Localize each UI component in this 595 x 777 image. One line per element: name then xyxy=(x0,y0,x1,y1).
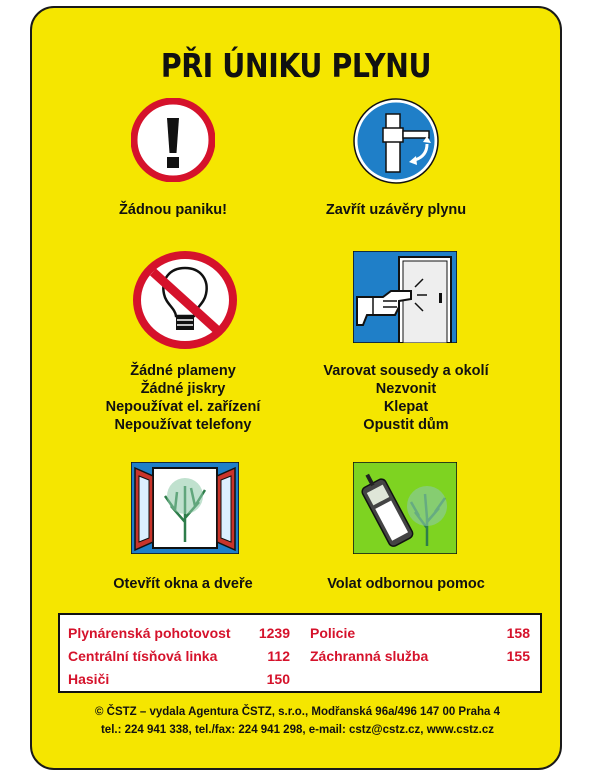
contact-number: 1239 xyxy=(258,625,290,641)
instruction-caption-6: Volat odbornou pomoc xyxy=(327,576,485,592)
contact-name: Hasiči xyxy=(68,671,110,687)
contact-number: 150 xyxy=(266,671,290,687)
mobile-phone-icon xyxy=(353,462,457,554)
knock-on-door-icon xyxy=(353,251,457,343)
contact-number: 155 xyxy=(506,648,530,664)
gas-valve-icon xyxy=(353,98,439,184)
open-window-icon xyxy=(131,462,239,554)
instruction-caption-5: Otevřít okna a dveře xyxy=(113,576,253,592)
contact-info: tel.: 224 941 338, tel./fax: 224 941 298, e-mail: cstz@cstz.cz, www.cstz.cz xyxy=(100,724,495,736)
instruction-caption-4: Varovat sousedy a okolí Nezvonit Klepat Opustit dům xyxy=(323,363,489,433)
contact-name: Záchranná služba xyxy=(310,648,429,664)
instruction-caption-3: Žádné plameny Žádné jiskry Nepoužívat el. zařízení Nepoužívat telefony xyxy=(105,363,261,433)
page-title: PŘI ÚNIKU PLYNU xyxy=(160,46,432,85)
contact-name: Plynárenská pohotovost xyxy=(68,625,231,641)
contact-number: 112 xyxy=(267,648,290,664)
publisher-info: © ČSTZ – vydala Agentura ČSTZ, s.r.o., Modřanská 96a/496 147 00 Praha 4 xyxy=(95,706,500,718)
contact-number: 158 xyxy=(506,625,530,641)
contact-name: Centrální tísňová linka xyxy=(68,648,218,664)
no-light-bulb-icon xyxy=(131,250,239,350)
exclamation-icon xyxy=(131,98,215,182)
instruction-caption-1: Žádnou paniku! xyxy=(119,202,227,218)
instruction-caption-2: Zavřít uzávěry plynu xyxy=(325,202,467,218)
emergency-contacts-panel xyxy=(58,613,542,693)
contact-name: Policie xyxy=(310,625,356,641)
